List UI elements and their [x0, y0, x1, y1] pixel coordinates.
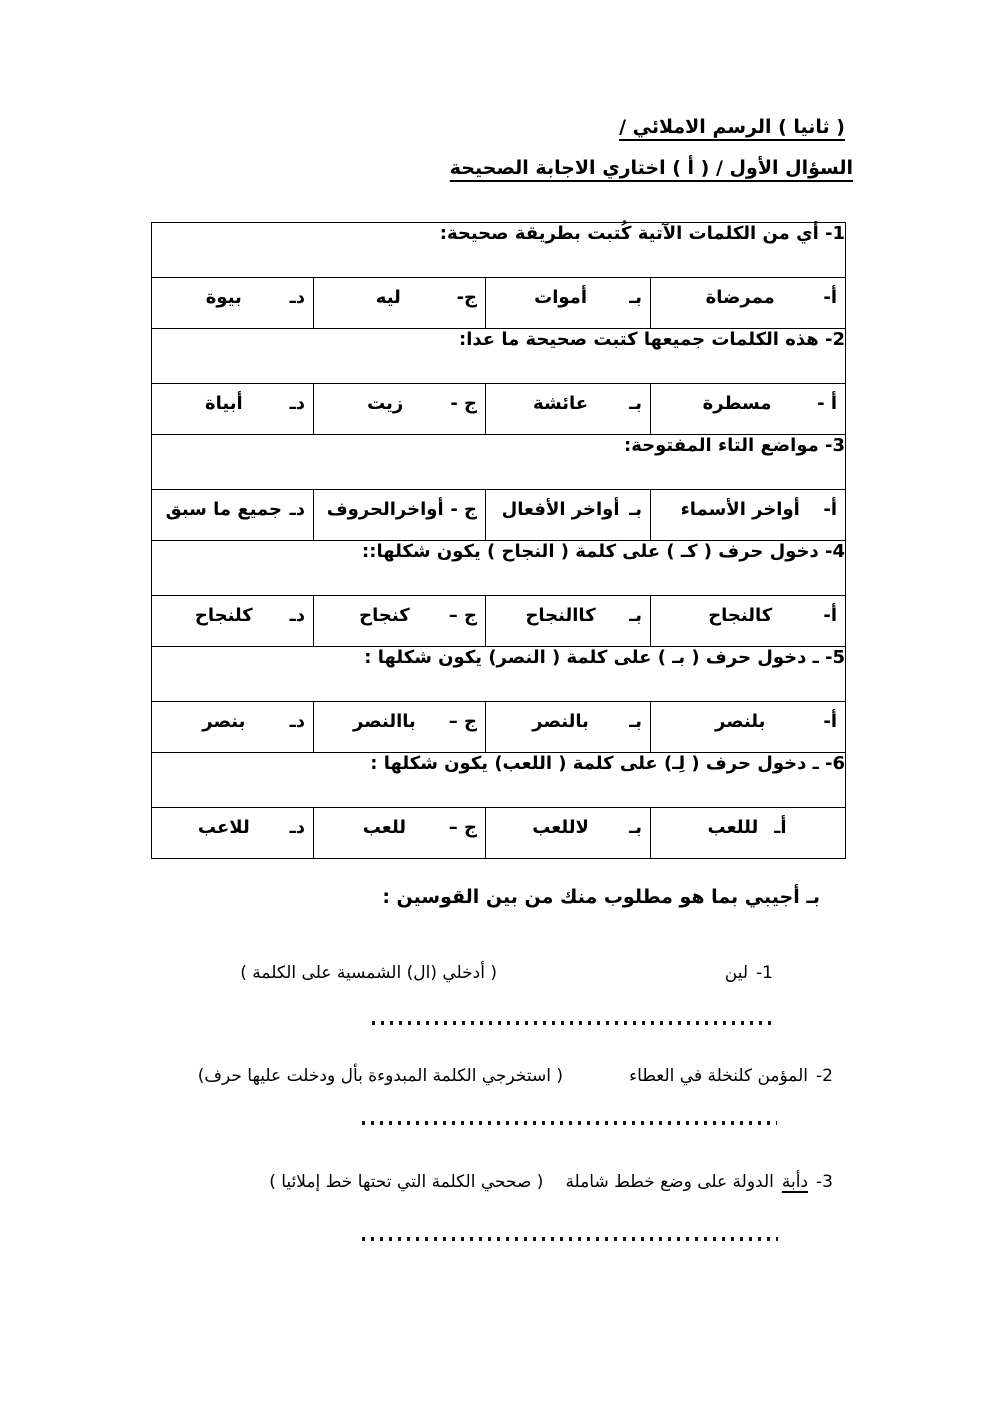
answer-cell: [486, 384, 651, 435]
question-text: 3- مواضع التاء المفتوحة:: [152, 435, 846, 490]
answer-cell: [314, 278, 486, 329]
answer-label: ج-: [456, 287, 478, 308]
question-row: [152, 647, 846, 702]
item-text: المؤمن كلنخلة في العطاء: [629, 1066, 809, 1086]
exercise-instruction-2: ( استخرجي الكلمة المبدوءة بأل ودخلت عليها حرف): [197, 1066, 563, 1086]
answer-label: دـ: [289, 393, 306, 414]
item-text: الدولة على وضع خطط شاملة: [565, 1172, 774, 1192]
answer-cell: [651, 808, 846, 859]
answer-dotted-line: [362, 1237, 778, 1241]
section-title: ( ثانيا ) الرسم الاملائي /: [619, 116, 845, 138]
question-text: 1- أي من الكلمات الآتية كُتبت بطريقة صحيحة:: [152, 223, 846, 278]
answer-cell: [486, 490, 651, 541]
question-text: 6- ـ دخول حرف ( لِـ) على كلمة ( اللعب) يكون شكلها :: [152, 753, 846, 808]
answer-label: أ-: [823, 605, 838, 626]
answer-cell: [486, 278, 651, 329]
answer-word: كالنجاح: [708, 605, 773, 626]
answer-label: بـ: [629, 817, 643, 838]
answers-row: [152, 596, 846, 647]
answer-word: أواخر الأفعال: [501, 499, 620, 520]
answer-cell: [314, 490, 486, 541]
answer-label: دـ: [289, 287, 306, 308]
answer-cell: [651, 384, 846, 435]
answer-word: للاعب: [197, 817, 250, 838]
answers-row: [152, 490, 846, 541]
answer-label: دـ: [289, 605, 306, 626]
exercise-instruction-3: ( صححي الكلمة التي تحتها خط إملائيا ): [269, 1172, 544, 1192]
answer-word: أموات: [534, 287, 587, 308]
answer-word: زيت: [367, 393, 404, 414]
answer-label: ج -: [450, 499, 478, 520]
answer-word: لاللعب: [532, 817, 589, 838]
answer-label: بـ: [629, 711, 643, 732]
answer-word: عائشة: [533, 393, 589, 414]
answer-cell: [314, 384, 486, 435]
answer-label: ج -: [450, 393, 478, 414]
question-one-title: السؤال الأول / ( أ ) اختاري الاجابة الصحيحة: [449, 157, 853, 179]
answer-word: للعب: [362, 817, 407, 838]
answer-cell: [486, 808, 651, 859]
item-number: 2-: [816, 1066, 833, 1086]
answer-word: جميع ما سبق: [165, 499, 283, 520]
answer-cell: [152, 702, 314, 753]
answer-label: دـ: [289, 817, 306, 838]
exercise-instruction-1: ( أدخلي (ال) الشمسية على الكلمة ): [240, 963, 497, 983]
answer-word: بالنصر: [532, 711, 589, 732]
answer-cell: [152, 808, 314, 859]
answer-cell: [486, 702, 651, 753]
answer-label: بـ: [629, 605, 643, 626]
answer-word: بلنصر: [715, 711, 766, 732]
item-number: 1-: [756, 963, 773, 983]
answer-cell: [314, 808, 486, 859]
question-row: [152, 753, 846, 808]
question-text: 5- ـ دخول حرف ( بـ ) على كلمة ( النصر) يكون شكلها :: [152, 647, 846, 702]
section-b-title: بـ أجيبي بما هو مطلوب منك من بين القوسين :: [382, 886, 820, 908]
answers-row: [152, 278, 846, 329]
answer-label: ج –: [448, 605, 478, 626]
answer-word: باالنصر: [353, 711, 416, 732]
answer-word: مسطرة: [702, 393, 772, 414]
answer-dotted-line: [362, 1121, 777, 1125]
question-text: 2- هذه الكلمات جميعها كتبت صحيحة ما عدا:: [152, 329, 846, 384]
answer-word: أواخر الأسماء: [680, 499, 800, 520]
answer-cell: [314, 702, 486, 753]
answer-word: ممرضاة: [705, 287, 775, 308]
answer-cell: [486, 596, 651, 647]
answer-cell: [314, 596, 486, 647]
answer-word: كاالنجاح: [525, 605, 596, 626]
answer-cell: [651, 278, 846, 329]
answer-label: أـ: [774, 817, 787, 838]
exercise-item-1: [725, 963, 773, 983]
answer-cell: [651, 596, 846, 647]
answer-label: بـ: [629, 393, 643, 414]
answers-row: [152, 702, 846, 753]
answer-label: دـ: [289, 711, 306, 732]
multiple-choice-table: [151, 222, 846, 859]
question-row: [152, 223, 846, 278]
answer-word: أبياة: [204, 393, 243, 414]
question-row: [152, 329, 846, 384]
answer-dotted-line: [372, 1021, 777, 1025]
answer-word: بنصر: [202, 711, 246, 732]
answer-cell: [651, 702, 846, 753]
answer-label: دـ: [289, 499, 306, 520]
answers-row: [152, 808, 846, 859]
answer-label: بـ: [629, 499, 643, 520]
item-number: 3-: [816, 1172, 833, 1192]
answer-word: بيوة: [205, 287, 242, 308]
exercise-item-3: [269, 1172, 833, 1192]
answer-cell: [152, 596, 314, 647]
answer-label: أ -: [817, 393, 838, 414]
answer-word: أواخرالحروف: [326, 499, 444, 520]
answer-label: أ-: [823, 287, 838, 308]
question-text: 4- دخول حرف ( كـ ) على كلمة ( النجاح ) يكون شكلها::: [152, 541, 846, 596]
underlined-word: دأبة: [781, 1172, 809, 1192]
answer-label: أ-: [823, 499, 838, 520]
exercise-item-2: [629, 1066, 833, 1086]
answer-cell: [651, 490, 846, 541]
answer-label: ج –: [448, 817, 478, 838]
answer-cell: [152, 384, 314, 435]
answer-word: كلنجاح: [194, 605, 253, 626]
answer-cell: [152, 490, 314, 541]
answer-label: بـ: [629, 287, 643, 308]
answer-label: أ-: [823, 711, 838, 732]
question-row: [152, 435, 846, 490]
question-row: [152, 541, 846, 596]
answer-word: ليه: [375, 287, 401, 308]
answer-word: لللعب: [707, 817, 759, 838]
item-text: لين: [724, 963, 749, 983]
answers-row: [152, 384, 846, 435]
answer-cell: [152, 278, 314, 329]
answer-label: ج –: [448, 711, 478, 732]
answer-word: كنجاح: [359, 605, 410, 626]
